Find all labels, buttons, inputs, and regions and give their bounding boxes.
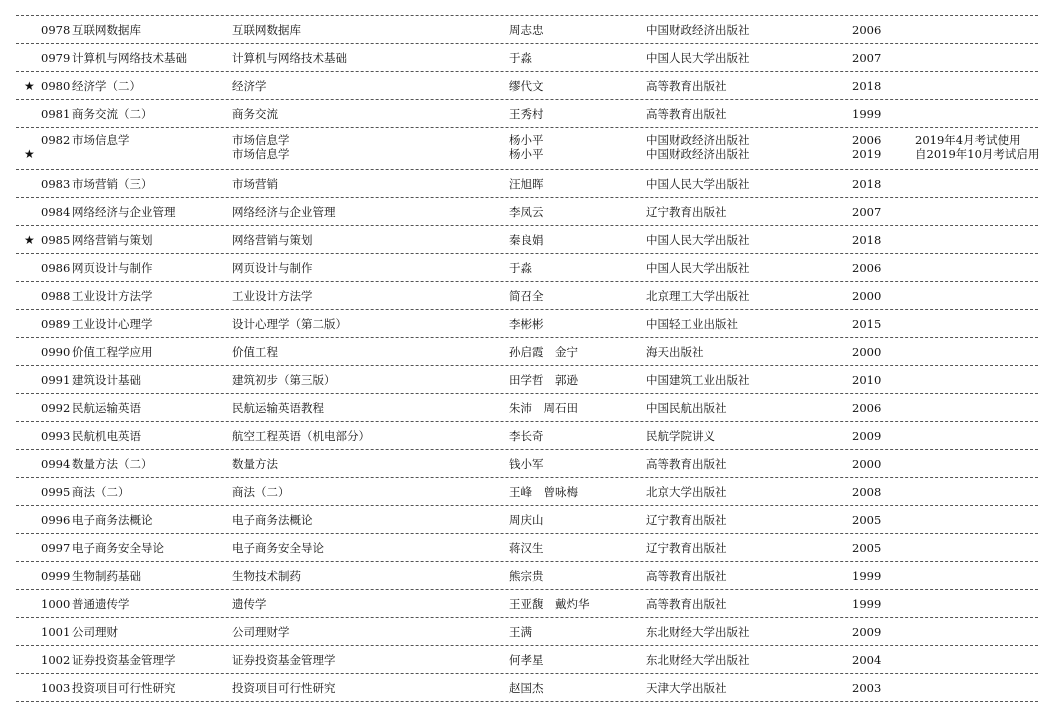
textbook-publisher: 中国财政经济出版社 (646, 23, 750, 37)
course-code: 0991 (41, 373, 71, 387)
textbook-publisher: 中国人民大学出版社 (646, 51, 750, 65)
publication-year: 2018 (852, 233, 882, 247)
textbook-publisher: 高等教育出版社 (646, 79, 727, 93)
course-name: 商法（二） (72, 485, 130, 499)
textbook-title: 民航运输英语教程 (232, 401, 324, 415)
textbook-title: 网络营销与策划 (232, 233, 313, 247)
textbook-publisher: 海天出版社 (646, 345, 704, 359)
course-name: 电子商务法概论 (72, 513, 153, 527)
textbook-title: 公司理财学 (232, 625, 290, 639)
course-code: 1000 (41, 597, 71, 611)
textbook-title: 航空工程英语（机电部分） (232, 429, 370, 443)
course-code: 0995 (41, 485, 71, 499)
course-name: 生物制药基础 (72, 569, 141, 583)
course-name: 民航运输英语 (72, 401, 141, 415)
textbook-publisher: 北京大学出版社 (646, 485, 727, 499)
textbook-publisher: 高等教育出版社 (646, 457, 727, 471)
table-row (16, 645, 1038, 674)
table-row (16, 43, 1038, 72)
course-name: 经济学（二） (72, 79, 141, 93)
textbook-author: 李长奇 (509, 429, 544, 443)
course-name: 计算机与网络技术基础 (72, 51, 187, 65)
textbook-title: 证券投资基金管理学 (232, 653, 336, 667)
course-code: 1001 (41, 625, 71, 639)
table-row (16, 393, 1038, 422)
textbook-publisher: 中国民航出版社 (646, 401, 727, 415)
table-row (16, 505, 1038, 534)
textbook-publisher: 东北财经大学出版社 (646, 653, 750, 667)
publication-year: 2000 (852, 345, 882, 359)
course-name: 数量方法（二） (72, 457, 153, 471)
textbook-publisher: 辽宁教育出版社 (646, 541, 727, 555)
textbook-title: 工业设计方法学 (232, 289, 313, 303)
textbook-publisher: 中国人民大学出版社 (646, 261, 750, 275)
textbook-author: 缪代文 (509, 79, 544, 93)
publication-year: 1999 (852, 597, 882, 611)
publication-year: 2009 (852, 429, 882, 443)
course-code: 0981 (41, 107, 71, 121)
textbook-author: 杨小平 (509, 147, 544, 161)
textbook-author: 赵国杰 (509, 681, 544, 695)
textbook-publisher: 中国财政经济出版社 (646, 147, 750, 161)
table-row (16, 561, 1038, 590)
table-row (16, 253, 1038, 282)
textbook-author: 于淼 (509, 51, 532, 65)
textbook-author: 李彬彬 (509, 317, 544, 331)
publication-year: 2003 (852, 681, 882, 695)
table-row (16, 533, 1038, 562)
course-name: 市场营销（三） (72, 177, 153, 191)
textbook-author: 简召全 (509, 289, 544, 303)
star-marker: ★ (24, 233, 35, 247)
textbook-author: 王秀村 (509, 107, 544, 121)
table-row (16, 365, 1038, 394)
course-name: 民航机电英语 (72, 429, 141, 443)
textbook-title: 生物技术制药 (232, 569, 301, 583)
table-row (16, 15, 1038, 44)
textbook-publisher: 中国建筑工业出版社 (646, 373, 750, 387)
textbook-publisher: 东北财经大学出版社 (646, 625, 750, 639)
textbook-title: 市场信息学 (232, 133, 290, 147)
table-row (16, 309, 1038, 338)
table-row (16, 477, 1038, 506)
textbook-author: 李凤云 (509, 205, 544, 219)
publication-year: 2015 (852, 317, 882, 331)
table-row (16, 281, 1038, 310)
textbook-title: 电子商务安全导论 (232, 541, 324, 555)
textbook-author: 王亚馥 戴灼华 (509, 597, 590, 611)
course-name: 电子商务安全导论 (72, 541, 164, 555)
course-code: 1002 (41, 653, 71, 667)
publication-year: 2006 (852, 401, 882, 415)
table-row (16, 169, 1038, 198)
textbook-title: 市场信息学 (232, 147, 290, 161)
course-code: 0982 (41, 133, 71, 147)
textbook-author: 钱小军 (509, 457, 544, 471)
publication-year: 2005 (852, 513, 882, 527)
publication-year: 1999 (852, 569, 882, 583)
publication-year: 2009 (852, 625, 882, 639)
textbook-title: 商法（二） (232, 485, 290, 499)
publication-year: 2006 (852, 133, 882, 147)
course-code: 0993 (41, 429, 71, 443)
publication-year: 2010 (852, 373, 882, 387)
table-row (16, 99, 1038, 128)
textbook-publisher: 天津大学出版社 (646, 681, 727, 695)
publication-year: 2008 (852, 485, 882, 499)
course-name: 网络经济与企业管理 (72, 205, 176, 219)
course-code: 0996 (41, 513, 71, 527)
publication-year: 2005 (852, 541, 882, 555)
textbook-title: 建筑初步（第三版） (232, 373, 336, 387)
textbook-publisher: 中国人民大学出版社 (646, 233, 750, 247)
textbook-title: 价值工程 (232, 345, 278, 359)
course-name: 建筑设计基础 (72, 373, 141, 387)
course-name: 普通遗传学 (72, 597, 130, 611)
textbook-publisher: 辽宁教育出版社 (646, 513, 727, 527)
course-code: 0997 (41, 541, 71, 555)
textbook-author: 杨小平 (509, 133, 544, 147)
textbook-title: 商务交流 (232, 107, 278, 121)
table-row (16, 197, 1038, 226)
course-name: 公司理财 (72, 625, 118, 639)
textbook-publisher: 高等教育出版社 (646, 597, 727, 611)
course-name: 商务交流（二） (72, 107, 153, 121)
course-code: 0999 (41, 569, 71, 583)
course-code: 0984 (41, 205, 71, 219)
remark-note: 2019年4月考试使用 (915, 133, 1021, 147)
course-name: 证券投资基金管理学 (72, 653, 176, 667)
star-marker: ★ (24, 147, 35, 161)
table-row (16, 337, 1038, 366)
textbook-publisher: 中国财政经济出版社 (646, 133, 750, 147)
textbook-author: 王满 (509, 625, 532, 639)
table-row (16, 127, 1038, 170)
table-row (16, 421, 1038, 450)
publication-year: 2000 (852, 457, 882, 471)
textbook-title: 网页设计与制作 (232, 261, 313, 275)
course-code: 0980 (41, 79, 71, 93)
course-code: 0986 (41, 261, 71, 275)
course-code: 0994 (41, 457, 71, 471)
table-row (16, 449, 1038, 478)
textbook-author: 孙启霞 金宁 (509, 345, 578, 359)
textbook-publisher: 高等教育出版社 (646, 569, 727, 583)
course-code: 0978 (41, 23, 71, 37)
publication-year: 2004 (852, 653, 882, 667)
textbook-title: 投资项目可行性研究 (232, 681, 336, 695)
table-row (16, 617, 1038, 646)
publication-year: 2018 (852, 79, 882, 93)
textbook-title: 互联网数据库 (232, 23, 301, 37)
textbook-title: 电子商务法概论 (232, 513, 313, 527)
course-name: 工业设计心理学 (72, 317, 153, 331)
textbook-title: 遗传学 (232, 597, 267, 611)
publication-year: 2007 (852, 205, 882, 219)
course-name: 互联网数据库 (72, 23, 141, 37)
textbook-title: 网络经济与企业管理 (232, 205, 336, 219)
course-name: 市场信息学 (72, 133, 130, 147)
course-code: 0988 (41, 289, 71, 303)
publication-year: 2019 (852, 147, 882, 161)
textbook-title: 经济学 (232, 79, 267, 93)
publication-year: 2000 (852, 289, 882, 303)
textbook-author: 王峰 曾咏梅 (509, 485, 578, 499)
textbook-author: 秦良娟 (509, 233, 544, 247)
course-code: 0990 (41, 345, 71, 359)
publication-year: 2007 (852, 51, 882, 65)
textbook-author: 熊宗贵 (509, 569, 544, 583)
textbook-publisher: 中国人民大学出版社 (646, 177, 750, 191)
table-row (16, 673, 1038, 702)
textbook-publisher: 中国轻工业出版社 (646, 317, 738, 331)
textbook-author: 蒋汉生 (509, 541, 544, 555)
remark-note: 自2019年10月考试启用 (915, 147, 1040, 161)
course-code: 1003 (41, 681, 71, 695)
publication-year: 2006 (852, 23, 882, 37)
course-code: 0979 (41, 51, 71, 65)
textbook-title: 数量方法 (232, 457, 278, 471)
textbook-title: 市场营销 (232, 177, 278, 191)
textbook-author: 于淼 (509, 261, 532, 275)
course-code: 0989 (41, 317, 71, 331)
textbook-author: 周志忠 (509, 23, 544, 37)
table-row (16, 225, 1038, 254)
textbook-author: 田学哲 郭逊 (509, 373, 578, 387)
textbook-title: 计算机与网络技术基础 (232, 51, 347, 65)
textbook-publisher: 高等教育出版社 (646, 107, 727, 121)
table-row (16, 589, 1038, 618)
textbook-author: 何孝星 (509, 653, 544, 667)
textbook-author: 朱沛 周石田 (509, 401, 578, 415)
course-name: 工业设计方法学 (72, 289, 153, 303)
textbook-author: 汪旭晖 (509, 177, 544, 191)
course-code: 0992 (41, 401, 71, 415)
table-row (16, 71, 1038, 100)
publication-year: 1999 (852, 107, 882, 121)
textbook-author: 周庆山 (509, 513, 544, 527)
textbook-publisher: 北京理工大学出版社 (646, 289, 750, 303)
publication-year: 2018 (852, 177, 882, 191)
course-code: 0985 (41, 233, 71, 247)
textbook-publisher: 民航学院讲义 (646, 429, 715, 443)
course-code: 0983 (41, 177, 71, 191)
star-marker: ★ (24, 79, 35, 93)
publication-year: 2006 (852, 261, 882, 275)
course-name: 投资项目可行性研究 (72, 681, 176, 695)
textbook-title: 设计心理学（第二版） (232, 317, 347, 331)
textbook-publisher: 辽宁教育出版社 (646, 205, 727, 219)
course-name: 网页设计与制作 (72, 261, 153, 275)
course-name: 价值工程学应用 (72, 345, 153, 359)
course-name: 网络营销与策划 (72, 233, 153, 247)
